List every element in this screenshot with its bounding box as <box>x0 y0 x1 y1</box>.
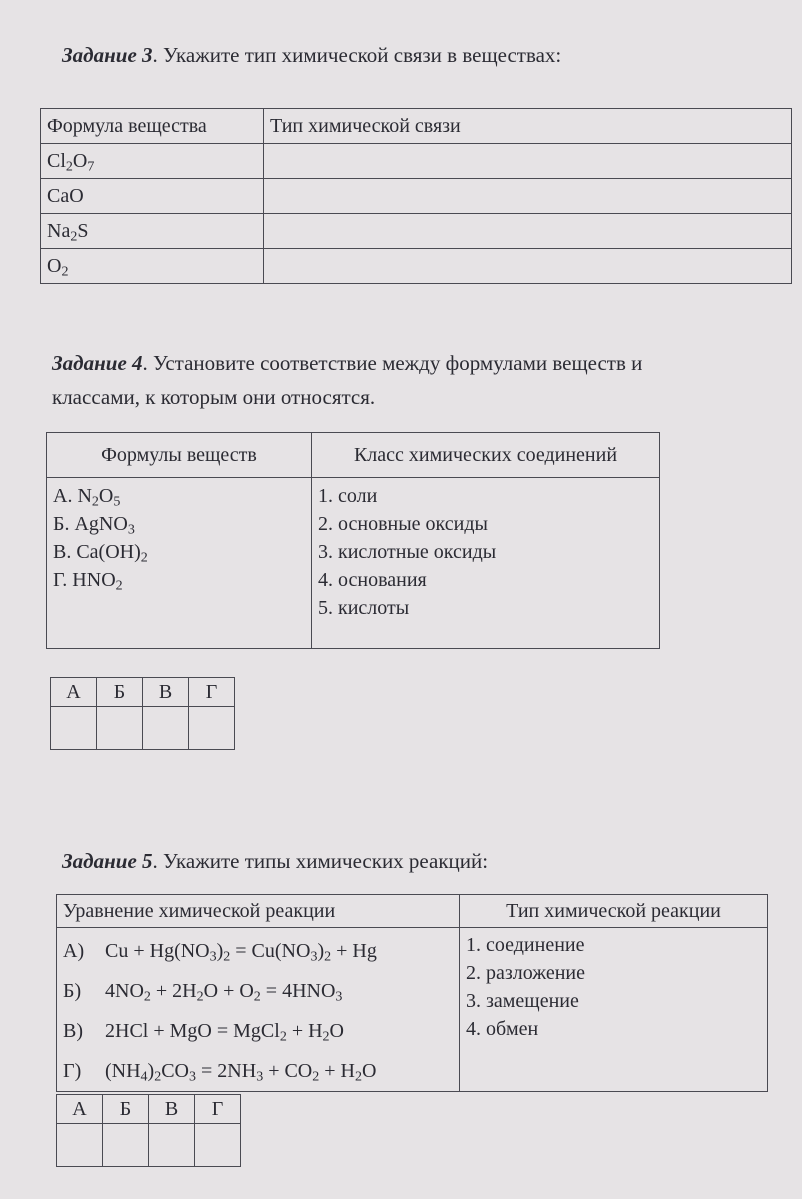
task4-formulas-cell <box>47 478 312 649</box>
answer-header: Г <box>195 1095 241 1124</box>
task3-title <box>62 42 561 68</box>
task4-text-line1: . Установите соответствие между формулами веществ и <box>142 351 643 375</box>
answer-cell[interactable] <box>149 1124 195 1167</box>
answer-cell[interactable] <box>143 707 189 750</box>
task3-label: Задание 3 <box>62 43 153 67</box>
list-item <box>63 931 453 971</box>
answer-cell[interactable] <box>51 707 97 750</box>
list-item: 2. разложение <box>466 962 585 984</box>
answer-header: А <box>51 678 97 707</box>
answer-cell[interactable] <box>189 707 235 750</box>
answer-header: Г <box>189 678 235 707</box>
equation-letter: А) <box>63 940 85 962</box>
list-item: А. $N_2O_5$ <box>53 485 121 510</box>
task5-header-equation: Уравнение химической реакции <box>57 895 460 928</box>
list-item <box>63 971 453 1011</box>
task4-table <box>46 432 660 649</box>
task3-formula: CaO <box>41 179 264 214</box>
task5-table <box>56 894 768 1092</box>
task4-text-line2: классами, к которым они относятся. <box>52 385 376 409</box>
list-item: 5. кислоты <box>318 597 410 619</box>
equation: 2HCl + MgO = MgCl$_2$ + $H_2O$ <box>105 1020 344 1045</box>
list-item: 3. кислотные оксиды <box>318 541 497 563</box>
answer-cell[interactable] <box>97 707 143 750</box>
task4-header-formulas: Формулы веществ <box>47 433 312 478</box>
task3-formula: $O_2$ <box>41 249 264 284</box>
answer-header: Б <box>97 678 143 707</box>
answer-header: Б <box>103 1095 149 1124</box>
task5-equations-cell <box>57 928 460 1092</box>
list-item: Б. AgNO$_3$ <box>53 513 135 538</box>
task4-title <box>52 350 642 376</box>
task5-text: . Укажите типы химических реакций: <box>152 849 489 873</box>
task4-header-classes: Класс химических соединений <box>312 433 660 478</box>
equation-letter: В) <box>63 1020 83 1042</box>
equation-letter: Г) <box>63 1060 82 1082</box>
list-item: 4. основания <box>318 569 427 591</box>
equation-letter: Б) <box>63 980 82 1002</box>
task3-text: . Укажите тип химической связи в веществах: <box>152 43 562 67</box>
table-row <box>41 179 792 214</box>
task3-header-formula: Формула вещества <box>41 109 264 144</box>
list-item: 2. основные оксиды <box>318 513 488 535</box>
list-item: 1. соединение <box>466 934 585 956</box>
task3-table <box>40 108 792 284</box>
task3-answer-cell[interactable] <box>264 179 792 214</box>
task5-label: Задание 5 <box>62 849 153 873</box>
task5-answer-table <box>56 1094 241 1167</box>
list-item: 4. обмен <box>466 1018 539 1040</box>
task5-types-cell <box>460 928 768 1092</box>
equation: $(NH_4)_2CO_3 = 2NH_3 + CO_2 + H_2O$ <box>105 1060 377 1085</box>
answer-header: В <box>149 1095 195 1124</box>
task4-classes-cell <box>312 478 660 649</box>
task3-formula: $Cl_2O_7$ <box>41 144 264 179</box>
task4-label: Задание 4 <box>52 351 143 375</box>
answer-header: В <box>143 678 189 707</box>
task3-answer-cell[interactable] <box>264 249 792 284</box>
answer-header: А <box>57 1095 103 1124</box>
task3-formula: $Na_2S$ <box>41 214 264 249</box>
table-row <box>41 249 792 284</box>
list-item: 1. соли <box>318 485 378 507</box>
table-row <box>41 144 792 179</box>
task3-answer-cell[interactable] <box>264 214 792 249</box>
equation: $Cu + Hg(NO_3)_2 = Cu(NO_3)_2 + Hg$ <box>105 940 377 965</box>
answer-cell[interactable] <box>195 1124 241 1167</box>
list-item: В. $Ca(OH)_2$ <box>53 541 148 566</box>
list-item <box>63 1051 453 1091</box>
answer-cell[interactable] <box>57 1124 103 1167</box>
task5-header-type: Тип химической реакции <box>460 895 768 928</box>
table-row <box>41 214 792 249</box>
task3-answer-cell[interactable] <box>264 144 792 179</box>
answer-cell[interactable] <box>103 1124 149 1167</box>
list-item <box>63 1011 453 1051</box>
task5-title <box>62 848 488 874</box>
list-item: Г. $HNO_2$ <box>53 569 123 594</box>
task4-answer-table <box>50 677 235 750</box>
task3-header-bond: Тип химической связи <box>264 109 792 144</box>
equation: $4NO_2 + 2H_2O + O_2 = 4HNO_3$ <box>105 980 343 1005</box>
list-item: 3. замещение <box>466 990 579 1012</box>
